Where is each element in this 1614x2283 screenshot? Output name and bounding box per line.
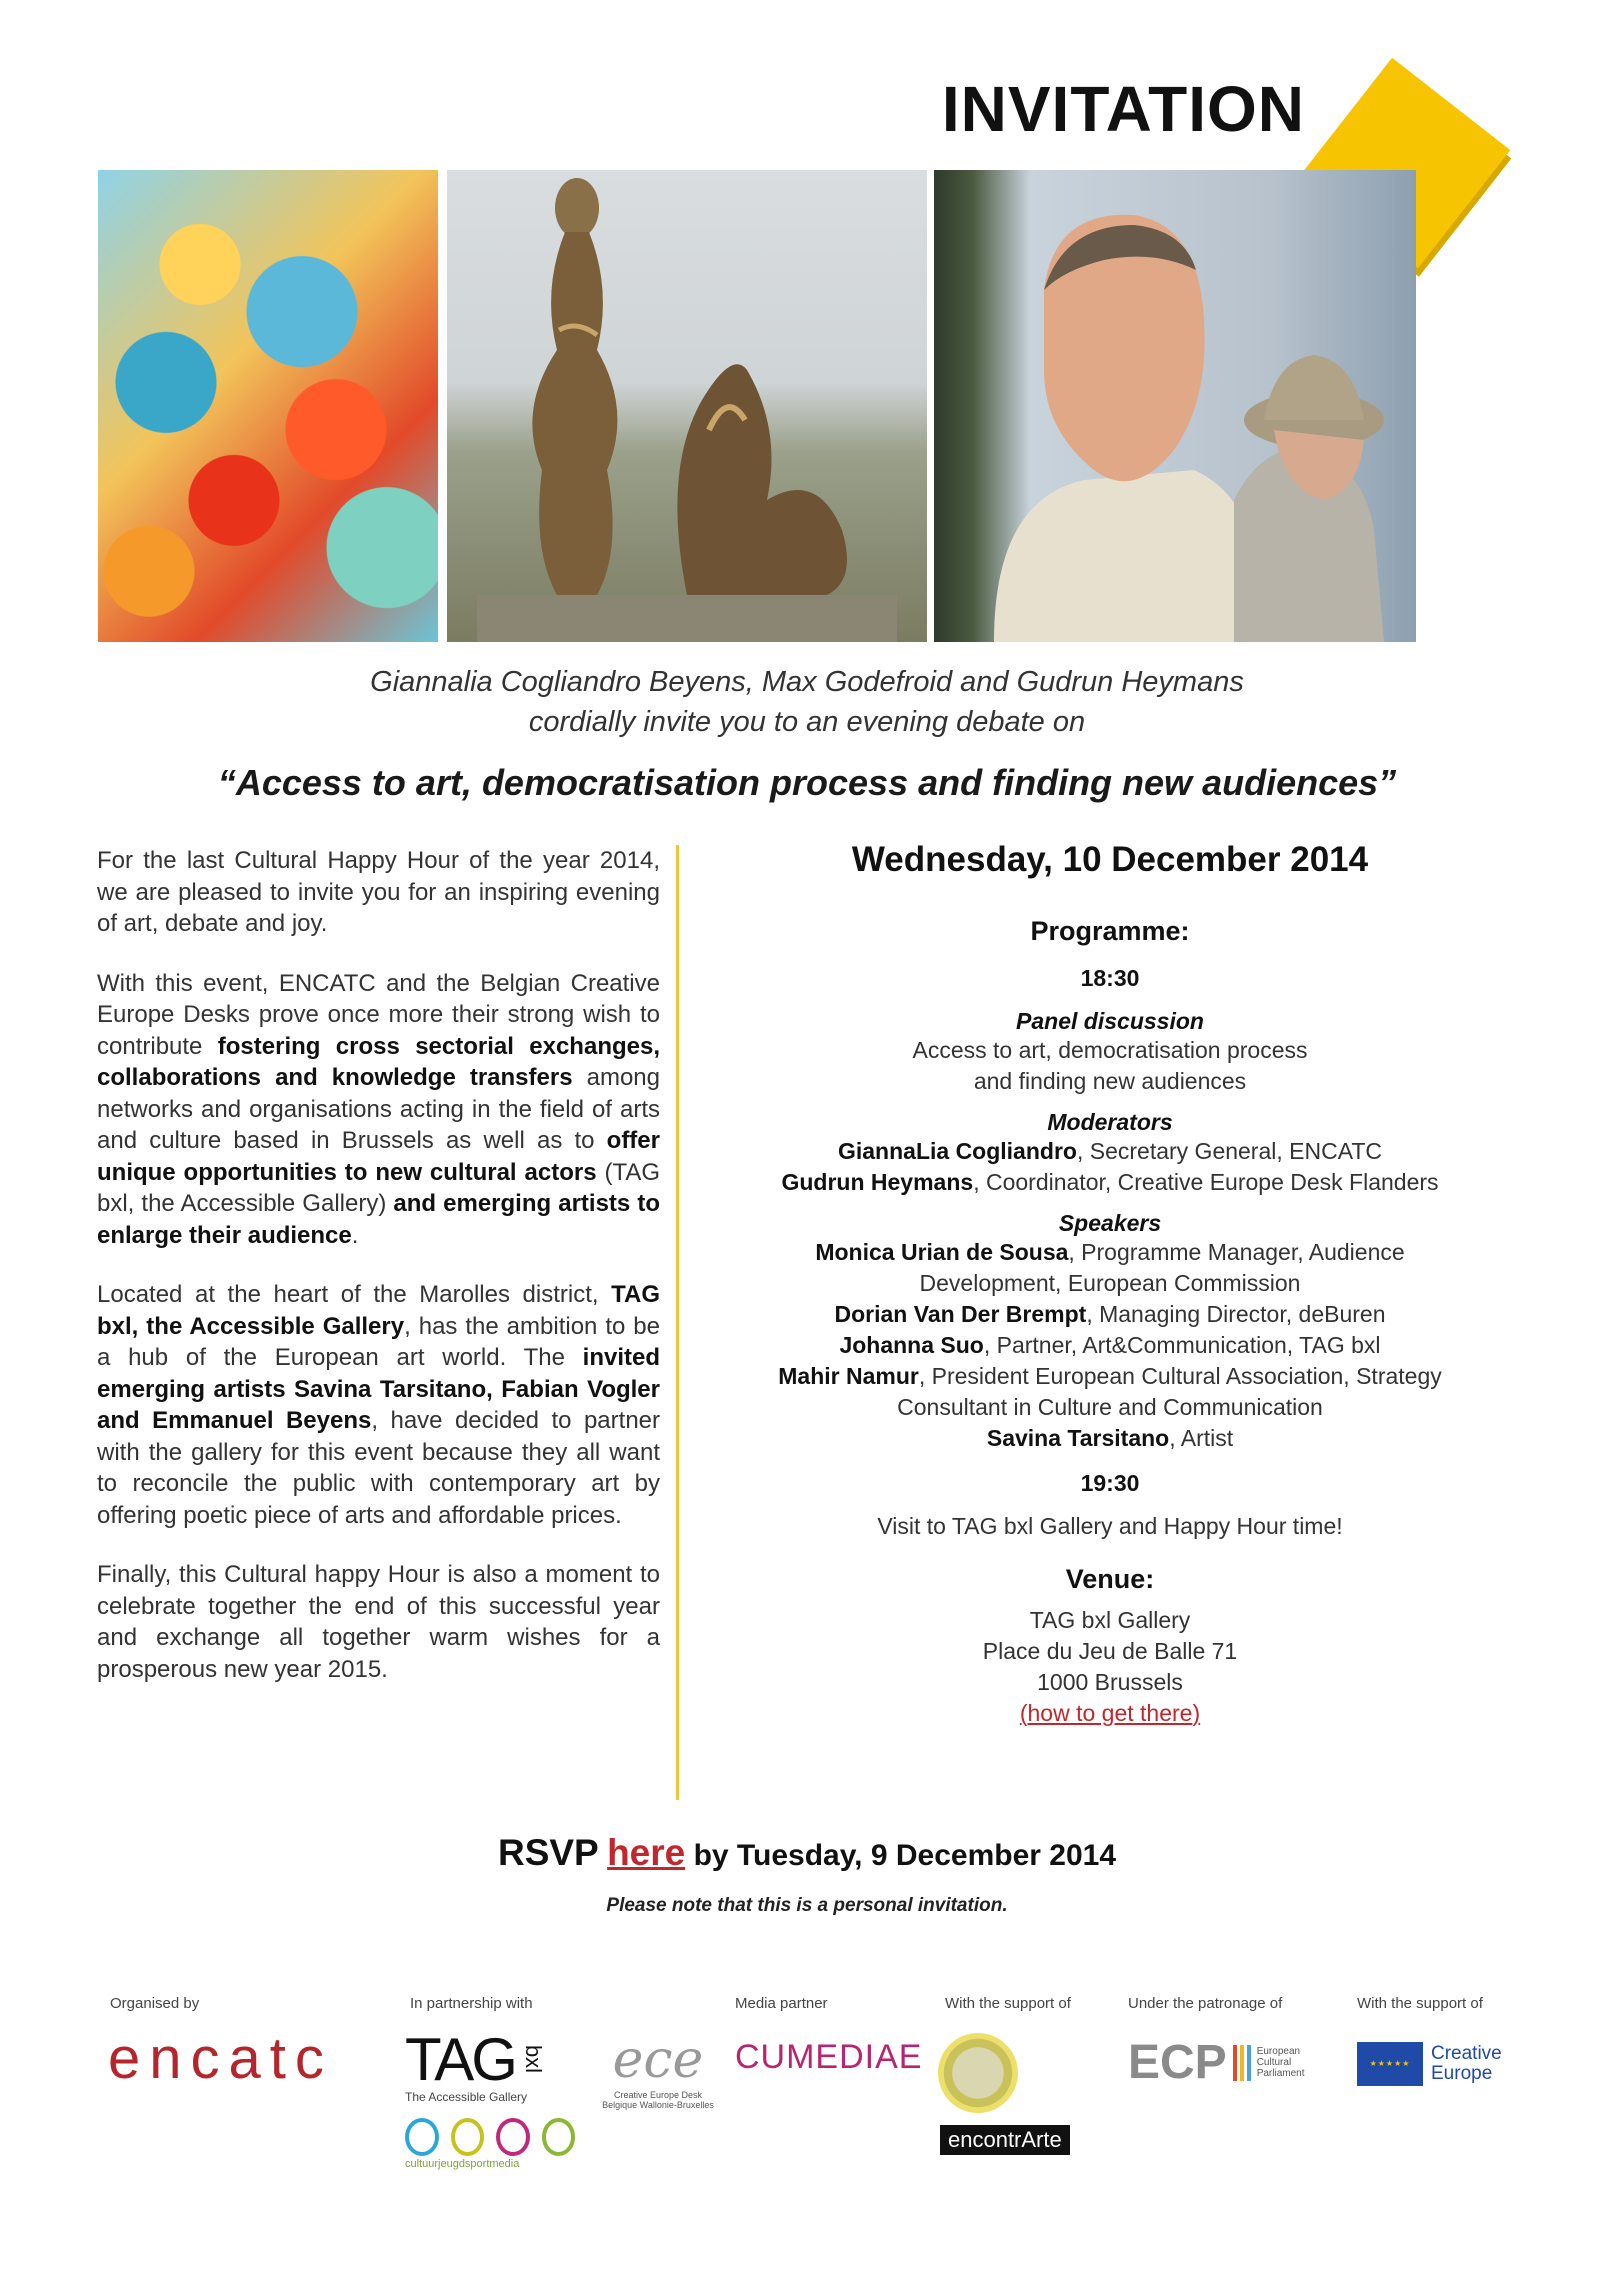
time-1830: 18:30 [1080, 965, 1140, 991]
rsvp-here-link[interactable]: here [607, 1832, 686, 1873]
invitation-title: INVITATION [941, 73, 1305, 145]
rsvp-label: RSVP [497, 1832, 599, 1873]
hosts-line-1: Giannalia Cogliandro Beyens, Max Godefroid and Gudrun Heymans [370, 666, 1244, 698]
intro-paragraph-1: For the last Cultural Happy Hour of the year 2014, we are pleased to invite you for an inspiring evening of art, debate and joy. [97, 847, 660, 937]
support-caption-2: With the support of [1357, 1995, 1483, 2012]
organised-by-caption: Organised by [110, 1995, 200, 2012]
directions-line: (how to get there) [1019, 1700, 1201, 1726]
speaker-2: Dorian Van Der Brempt, Managing Director, deBuren [834, 1301, 1386, 1327]
programme-heading: Programme: [1030, 916, 1190, 946]
support-seal-icon [938, 2033, 1018, 2113]
gallery-visit-text: Visit to TAG bxl Gallery and Happy Hour time! [877, 1513, 1343, 1539]
debate-headline: “Access to art, democratisation process and finding new audiences” [217, 762, 1397, 803]
programme-column [700, 840, 1520, 1729]
column-divider [676, 845, 679, 1800]
support-caption-1: With the support of [945, 1995, 1071, 2012]
intro-column [97, 845, 660, 1713]
speaker-1-cont: Development, European Commission [919, 1270, 1301, 1296]
encatc-logo: encatc [108, 2026, 333, 2091]
eu-flag-icon: ★★★★★ [1357, 2042, 1423, 2086]
event-date: Wednesday, 10 December 2014 [851, 840, 1369, 879]
intro-paragraph-3: Located at the heart of the Marolles district, TAG bxl, the Accessible Gallery, has the ambition to be a hub of the European art world. The invited emerging artists Savina Tarsitano, Fabian Vogler and Emmanuel Beyens, have decided to partner with the gallery for this event because they all want to reconcile the public with contemporary art by offering poetic piece of arts and affordable prices. [97, 1281, 661, 1529]
how-to-get-there-link[interactable]: how to get there [1027, 1700, 1193, 1726]
moderator-1: GiannaLia Cogliandro, Secretary General, ENCATC [837, 1138, 1383, 1164]
portrait-painting-image [934, 170, 1416, 642]
abstract-painting-image [98, 170, 438, 642]
hosts-text [0, 662, 1614, 742]
rsvp-line [0, 1832, 1614, 1874]
venue-heading: Venue: [1065, 1564, 1155, 1594]
creative-europe-logo: ★★★★★ Creative Europe [1357, 2042, 1502, 2086]
hosts-line-2: cordially invite you to an evening debate on [528, 706, 1086, 738]
patronage-caption: Under the patronage of [1128, 1995, 1283, 2012]
speakers-heading: Speakers [1058, 1210, 1162, 1236]
encontrarte-logo: encontrArte [940, 2125, 1070, 2155]
speaker-5: Savina Tarsitano, Artist [986, 1425, 1234, 1451]
speaker-1: Monica Urian de Sousa, Programme Manager, Audience [815, 1239, 1405, 1265]
panel-topic-line-1: Access to art, democratisation process [912, 1037, 1308, 1063]
venue-city: 1000 Brussels [1037, 1669, 1183, 1695]
speaker-3: Johanna Suo, Partner, Art&Communication, TAG bxl [839, 1332, 1381, 1358]
partnership-caption: In partnership with [410, 1995, 533, 2012]
speaker-4-cont: Consultant in Culture and Communication [897, 1394, 1323, 1420]
cumediae-logo: CUMEDIAE [735, 2038, 923, 2076]
tag-circles [405, 2118, 575, 2156]
moderators-heading: Moderators [1047, 1109, 1173, 1135]
moderator-2: Gudrun Heymans, Coordinator, Creative Europe Desk Flanders [781, 1169, 1439, 1195]
venue-name: TAG bxl Gallery [1029, 1607, 1191, 1633]
tag-bxl-logo: TAG bxl The Accessible Gallery cultuurjeugdsportmedia [405, 2025, 575, 2170]
media-partner-caption: Media partner [735, 1995, 828, 2012]
panel-discussion-heading: Panel discussion [1016, 1008, 1204, 1034]
intro-paragraph-4: Finally, this Cultural happy Hour is also a moment to celebrate together the end of this successful year and exchange all together warm wishes for a prosperous new year 2015. [97, 1561, 660, 1683]
creative-europe-desk-logo: ece Creative Europe Desk Belgique Wallonie-Bruxelles [602, 2030, 714, 2110]
ecp-logo: ECP European Cultural Parliament [1128, 2036, 1305, 2089]
panel-topic-line-2: and finding new audiences [973, 1068, 1247, 1094]
rsvp-deadline: by Tuesday, 9 December 2014 [693, 1839, 1117, 1872]
intro-paragraph-2: With this event, ENCATC and the Belgian Creative Europe Desks prove once more their strong wish to contribute fostering cross sectorial exchanges, collaborations and knowledge transfers among networks and organisations acting in the field of arts and culture based in Brussels as well as to offer unique opportunities to new cultural actors (TAG bxl, the Accessible Gallery) and emerging artists to enlarge their audience. [97, 969, 660, 1249]
speaker-4: Mahir Namur, President European Cultural Association, Strategy [778, 1363, 1442, 1389]
venue-street: Place du Jeu de Balle 71 [982, 1638, 1238, 1664]
time-1930: 19:30 [1080, 1470, 1140, 1496]
sculptures-illustration [447, 170, 927, 642]
portrait-illustration [934, 170, 1416, 642]
personal-invitation-note: Please note that this is a personal invitation. [606, 1895, 1008, 1916]
bronze-sculptures-image [447, 170, 927, 642]
